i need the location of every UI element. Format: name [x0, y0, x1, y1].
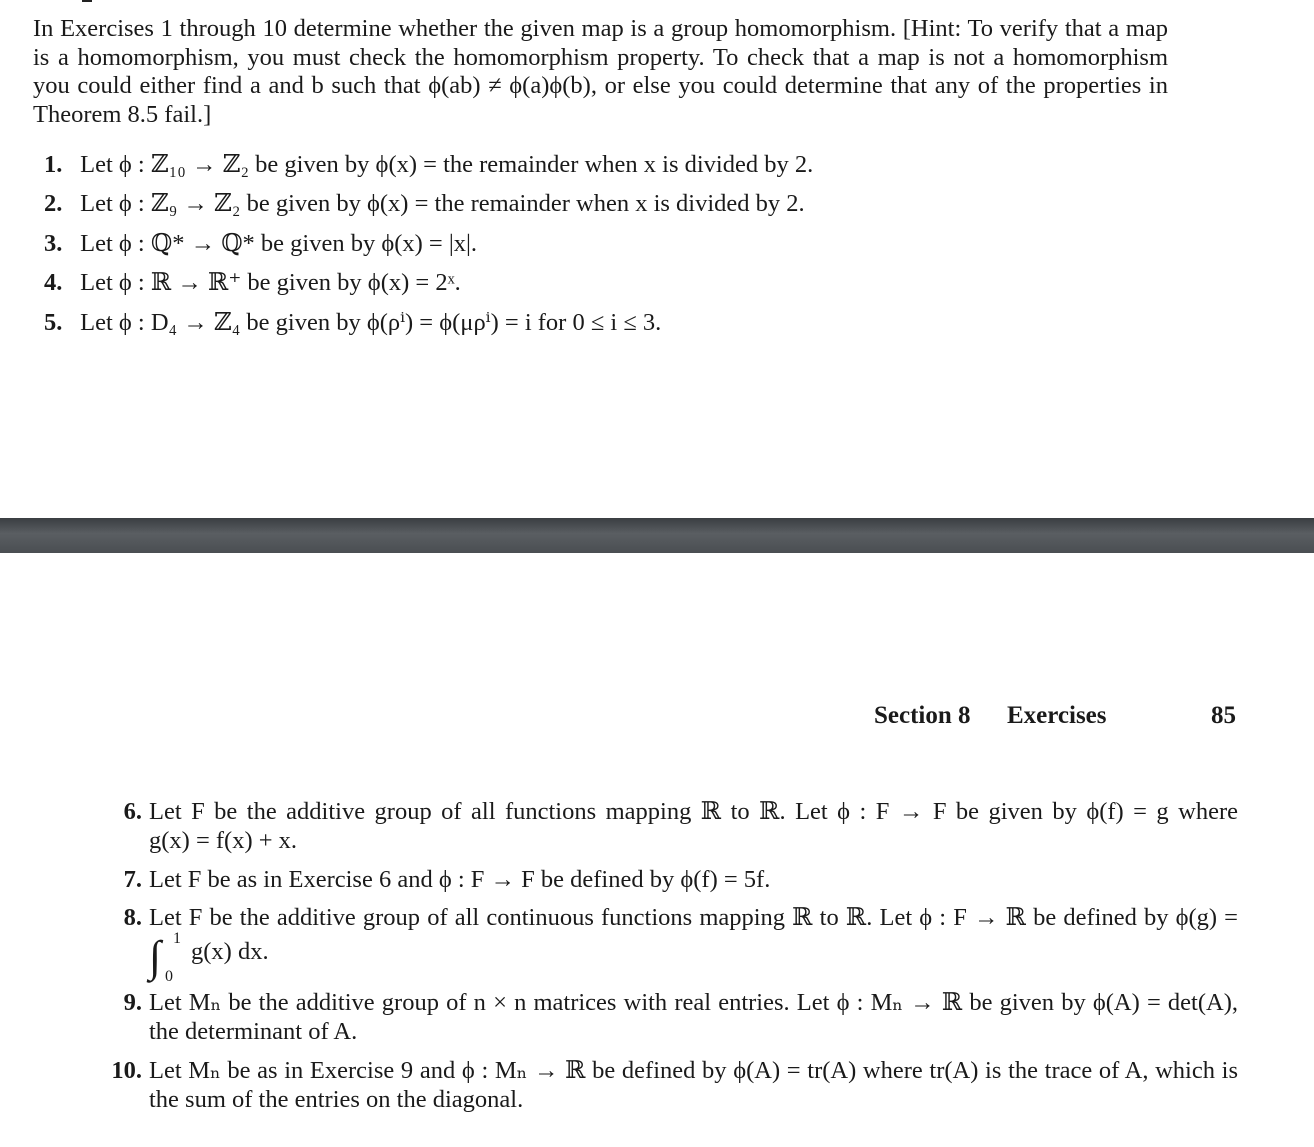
- top-page: [0, 0, 1314, 518]
- exercise-item: [106, 798, 1238, 856]
- exercise-list-top: [44, 151, 813, 348]
- exercise-item: [106, 904, 1238, 986]
- exercise-number: 2.: [44, 190, 63, 218]
- exercise-item: [106, 866, 1238, 895]
- exercise-list-bottom: [106, 798, 1238, 1124]
- exercise-number: 9.: [123, 989, 142, 1017]
- integrand: g(x) dx.: [191, 938, 269, 966]
- page-edge-mark: [82, 0, 92, 2]
- page-divider-bar: [0, 518, 1314, 553]
- exercise-text-line: Let Mₙ be the additive group of n × n matrices with real entries. Let ϕ : Mₙ → ℝ be given by ϕ(A) = det(A),: [149, 989, 1238, 1017]
- exercise-item: [106, 989, 1238, 1047]
- exercise-text-line: Let F be the additive group of all functions mapping ℝ to ℝ. Let ϕ : F → F be given by ϕ(f) = g where: [149, 798, 1238, 825]
- exercise-number: 4.: [44, 269, 63, 297]
- integral-sign: ∫: [149, 932, 162, 982]
- exercise-item: [106, 1057, 1238, 1115]
- exercise-text-line: the determinant of A.: [149, 1017, 358, 1045]
- exercise-text-line: Let F be as in Exercise 6 and ϕ : F → F be defined by ϕ(f) = 5f.: [149, 865, 771, 893]
- exercise-text: Let ϕ : ℤ₉ → ℤ₂ be given by ϕ(x) = the remainder when x is divided by 2.: [80, 190, 805, 218]
- instructions-line: is a homomorphism, you must check the homomorphism property. To check that a map is not a homomorphism: [33, 43, 1168, 71]
- instructions-paragraph: [33, 15, 1168, 129]
- bottom-page: [0, 553, 1314, 1147]
- integral-upper-limit: 1: [173, 930, 181, 948]
- exercise-number: 3.: [44, 229, 63, 257]
- exercise-text: Let ϕ : ℝ → ℝ⁺ be given by ϕ(x) = 2ˣ.: [80, 269, 461, 297]
- exercise-item: [44, 230, 813, 269]
- exercise-item: [44, 269, 813, 308]
- instructions-line: In Exercises 1 through 10 determine whether the given map is a group homomorphism. [Hint: To verify that a map: [33, 15, 1168, 42]
- integral-expression: [149, 930, 1238, 986]
- exercise-item: [44, 151, 813, 190]
- exercise-item: [44, 309, 813, 348]
- exercise-text: Let ϕ : ℤ₁₀ → ℤ₂ be given by ϕ(x) = the remainder when x is divided by 2.: [80, 151, 814, 178]
- running-head-section: Section 8: [874, 702, 971, 729]
- running-head-title: Exercises: [1007, 702, 1107, 729]
- instructions-line: you could either find a and b such that ϕ(ab) ≠ ϕ(a)ϕ(b), or else you could determine that any of the properties in: [33, 72, 1168, 100]
- exercise-number: 8.: [123, 904, 142, 932]
- exercise-text-line: Let Mₙ be as in Exercise 9 and ϕ : Mₙ → ℝ be defined by ϕ(A) = tr(A) where tr(A) is the trace of A, which is: [149, 1056, 1238, 1084]
- instructions-line: Theorem 8.5 fail.]: [33, 100, 212, 128]
- exercise-number: 6.: [123, 798, 142, 825]
- exercise-text-line: g(x) = f(x) + x.: [149, 826, 298, 854]
- exercise-item: [44, 190, 813, 229]
- integral-lower-limit: 0: [165, 968, 173, 986]
- exercise-text: Let ϕ : ℚ* → ℚ* be given by ϕ(x) = |x|.: [80, 229, 478, 257]
- exercise-text: Let ϕ : D₄ → ℤ₄ be given by ϕ(ρⁱ) = ϕ(μρⁱ) = i for 0 ≤ i ≤ 3.: [80, 308, 662, 336]
- exercise-text-line: the sum of the entries on the diagonal.: [149, 1085, 524, 1113]
- exercise-number: 10.: [111, 1056, 142, 1084]
- exercise-number: 5.: [44, 308, 63, 336]
- exercise-number: 7.: [123, 865, 142, 893]
- page-number: 85: [1211, 702, 1236, 729]
- exercise-text-line: Let F be the additive group of all continuous functions mapping ℝ to ℝ. Let ϕ : F → ℝ be defined by ϕ(g) =: [149, 904, 1238, 932]
- exercise-number: 1.: [44, 151, 63, 178]
